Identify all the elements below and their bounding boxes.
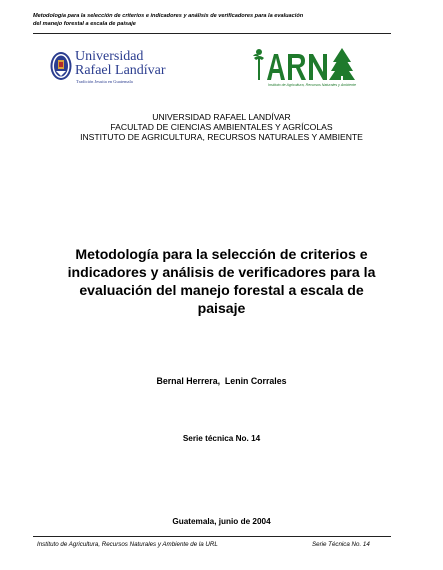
running-header: [33, 12, 333, 28]
institute-logo-subtitle: Instituto de Agricultura, Recursos Naturales y Ambiente: [268, 83, 357, 87]
series-number: Serie técnica No. 14: [182, 434, 261, 443]
running-header-line-1: Metodología para la selección de criterios e indicadores y análisis de verificadores para la evaluación: [33, 13, 304, 19]
footer-rule: [33, 536, 391, 537]
university-name-line-2: Rafael Landívar: [75, 63, 166, 78]
footer-institute: Instituto de Agricultura, Recursos Naturales y Ambiente de la URL: [37, 541, 218, 548]
title-line-4: paisaje: [197, 300, 246, 316]
place-date: Guatemala, junio de 2004: [172, 517, 271, 526]
institute-logo: [252, 46, 356, 90]
footer-series: Serie Técnica No. 14: [312, 541, 370, 548]
document-title: [40, 245, 403, 317]
title-line-2: indicadores y análisis de verificadores para la: [67, 264, 376, 280]
running-header-line-2: del manejo forestal a escala de paisaje: [33, 21, 136, 27]
university-tagline: Tradición Jesuita en Guatemala: [76, 79, 133, 84]
university-name: UNIVERSIDAD RAFAEL LANDÍVAR: [152, 112, 291, 122]
title-line-1: Metodología para la selección de criterios e: [75, 246, 368, 262]
university-seal-icon: [50, 51, 72, 81]
institute-name: INSTITUTO DE AGRICULTURA, RECURSOS NATURALES Y AMBIENTE: [80, 132, 363, 142]
institute-wordmark-icon: [252, 46, 356, 82]
faculty-name: FACULTAD DE CIENCIAS AMBIENTALES Y AGRÍCOLAS: [110, 122, 333, 132]
university-logo: [50, 46, 166, 91]
title-line-3: evaluación del manejo forestal a escala de: [79, 282, 364, 298]
authors: Bernal Herrera, Lenin Corrales: [156, 376, 287, 386]
header-rule: [33, 33, 391, 34]
university-name-line-1: Universidad: [75, 49, 144, 64]
institution-block: [0, 112, 443, 142]
